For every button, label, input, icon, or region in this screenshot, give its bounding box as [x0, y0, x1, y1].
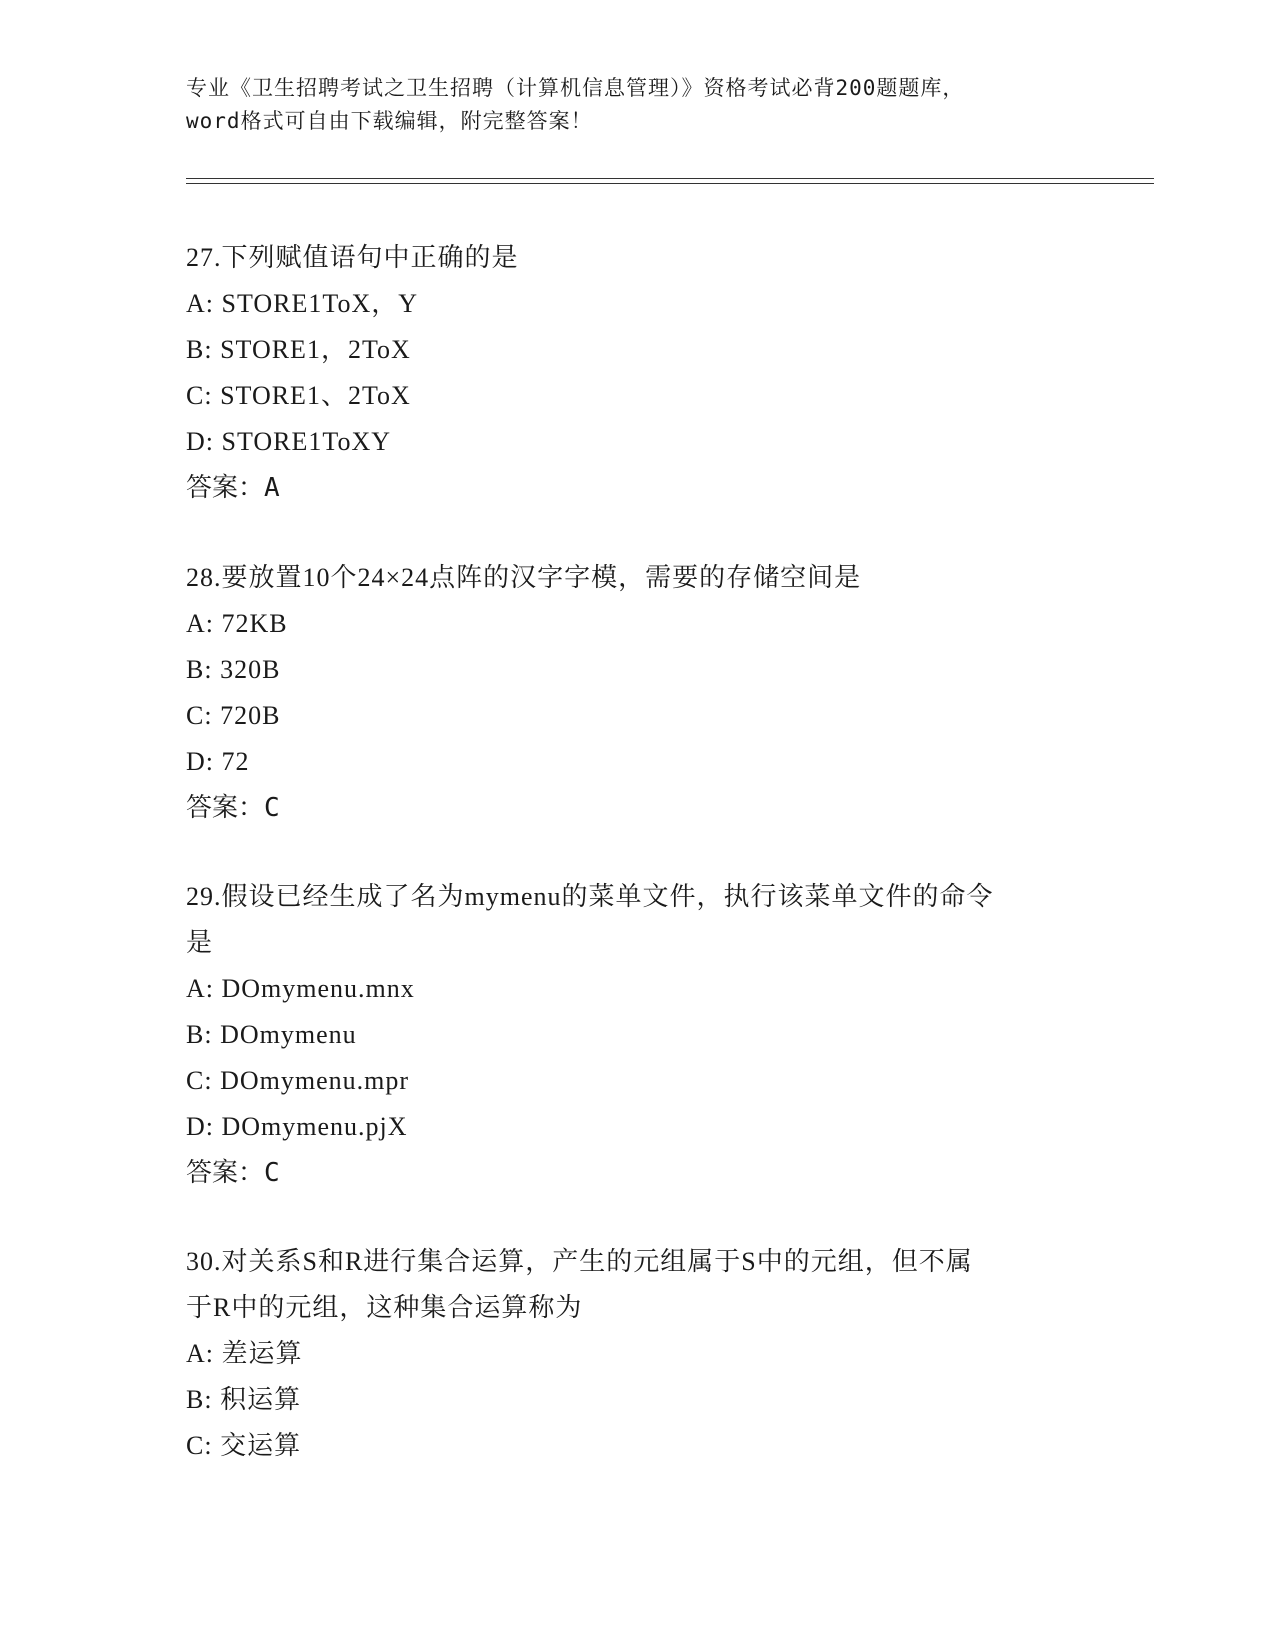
document-header	[186, 72, 1086, 138]
question-27	[186, 235, 1086, 511]
question-stem-continued: 是	[186, 928, 214, 957]
answer-label: 答案：	[186, 1158, 265, 1188]
question-28	[186, 555, 1086, 831]
option-b: B: DOmymenu	[186, 1020, 357, 1049]
answer-line	[186, 785, 1086, 831]
option-b: B: 320B	[186, 655, 281, 684]
answer-label: 答案：	[186, 793, 265, 823]
question-stem-continued: 于R中的元组，这种集合运算称为	[186, 1293, 583, 1322]
answer-value: C	[264, 793, 280, 823]
answer-line	[186, 1150, 1086, 1196]
option-c: C: 720B	[186, 701, 281, 730]
option-c: C: 交运算	[186, 1431, 302, 1460]
answer-line	[186, 465, 1086, 511]
option-a: A: 72KB	[186, 609, 288, 638]
option-a: A: STORE1ToX，Y	[186, 289, 418, 318]
header-divider-bottom	[186, 183, 1154, 184]
answer-value: A	[264, 473, 280, 503]
option-c: C: STORE1、2ToX	[186, 381, 411, 410]
question-stem: 28.要放置10个24×24点阵的汉字字模，需要的存储空间是	[186, 563, 862, 592]
option-b: B: STORE1，2ToX	[186, 335, 411, 364]
answer-value: C	[264, 1158, 280, 1188]
option-a: A: 差运算	[186, 1339, 303, 1368]
option-c: C: DOmymenu.mpr	[186, 1066, 409, 1095]
option-a: A: DOmymenu.mnx	[186, 974, 415, 1003]
question-stem: 30.对关系S和R进行集合运算，产生的元组属于S中的元组，但不属	[186, 1247, 973, 1276]
option-d: D: 72	[186, 747, 250, 776]
question-29	[186, 874, 1086, 1196]
header-line-1: 专业《卫生招聘考试之卫生招聘（计算机信息管理）》资格考试必背200题题库，	[186, 76, 965, 100]
question-stem: 29.假设已经生成了名为mymenu的菜单文件，执行该菜单文件的命令	[186, 882, 994, 911]
header-line-2: word格式可自由下载编辑，附完整答案！	[186, 109, 593, 133]
answer-label: 答案：	[186, 473, 265, 503]
option-d: D: STORE1ToXY	[186, 427, 391, 456]
question-stem: 27.下列赋值语句中正确的是	[186, 243, 519, 272]
question-30	[186, 1239, 1086, 1469]
option-b: B: 积运算	[186, 1385, 302, 1414]
header-divider-top	[186, 178, 1154, 179]
option-d: D: DOmymenu.pjX	[186, 1112, 408, 1141]
